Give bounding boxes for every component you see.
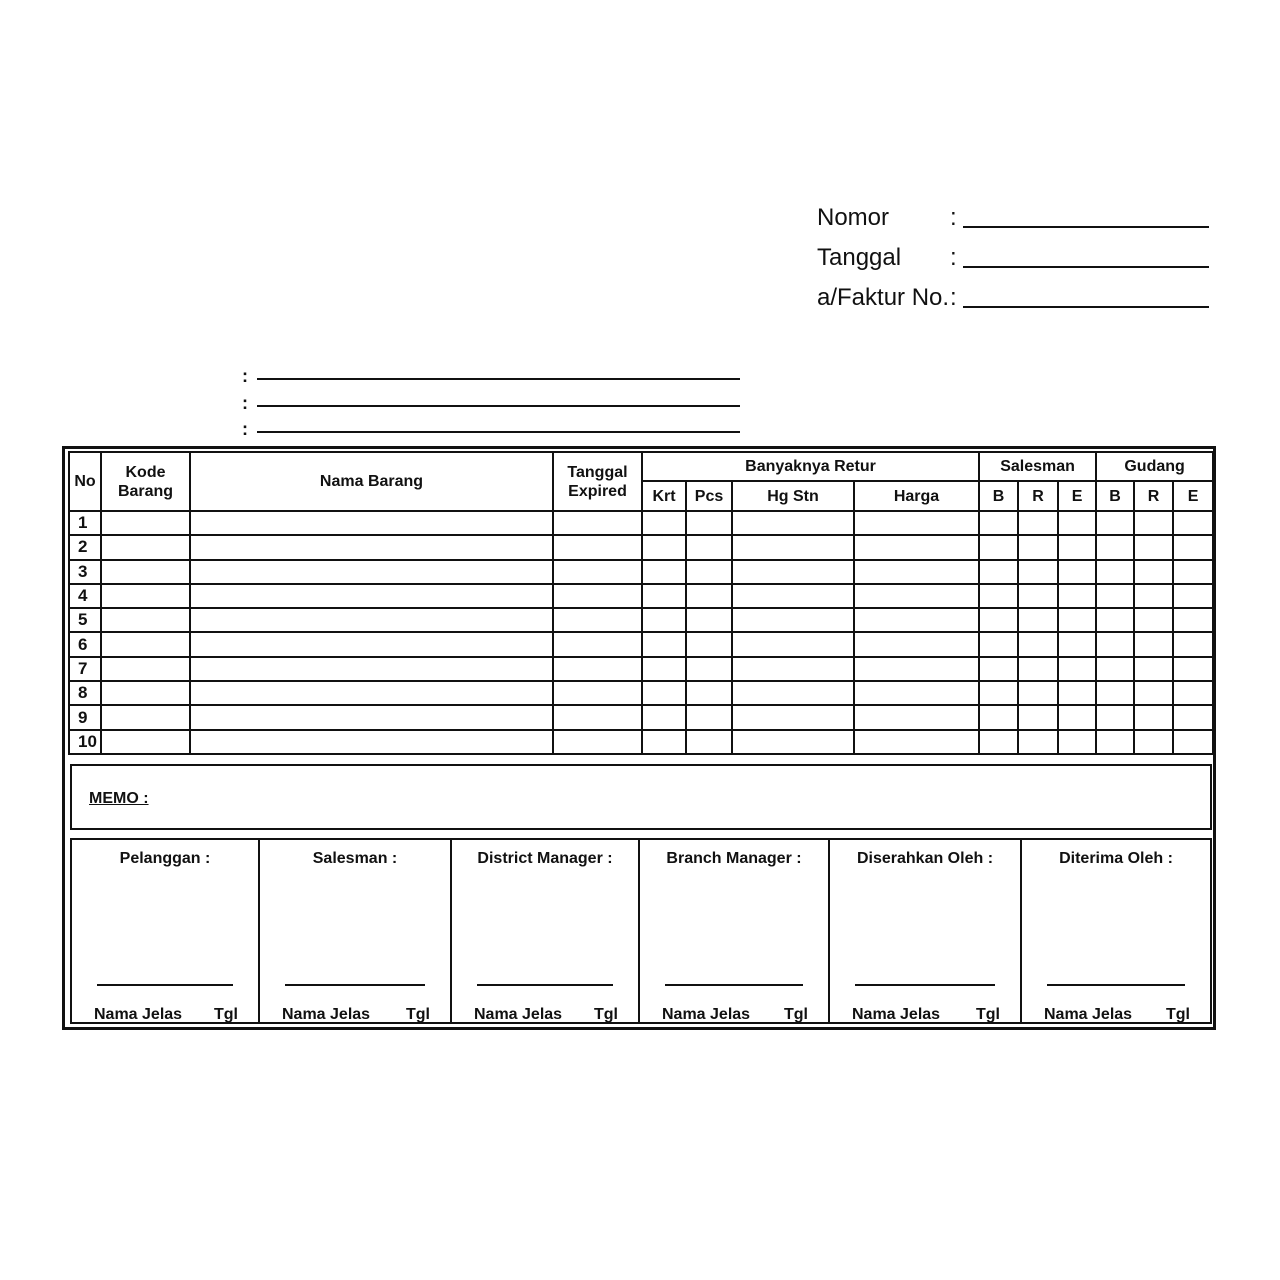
- signature-section: [70, 838, 1212, 1024]
- signature-line[interactable]: [1047, 984, 1185, 986]
- table-cell[interactable]: [1096, 511, 1134, 535]
- table-cell[interactable]: [190, 657, 553, 681]
- table-cell[interactable]: [1173, 730, 1213, 754]
- table-cell[interactable]: [190, 584, 553, 608]
- blank-field-2[interactable]: [240, 391, 740, 418]
- tanggal-field[interactable]: [817, 240, 1217, 280]
- row-number: 7: [69, 657, 101, 681]
- signature-date-label: Tgl: [784, 1006, 808, 1023]
- col-salesman-e-header: E: [1058, 481, 1096, 511]
- table-cell[interactable]: [979, 705, 1018, 729]
- table-cell[interactable]: [1058, 730, 1096, 754]
- blank-colon-2: :: [242, 392, 248, 413]
- col-gudang-b-header: B: [1096, 481, 1134, 511]
- table-cell[interactable]: [190, 632, 553, 656]
- table-cell[interactable]: [190, 608, 553, 632]
- row-number: 8: [69, 681, 101, 705]
- table-cell[interactable]: [1173, 657, 1213, 681]
- table-cell[interactable]: [686, 608, 732, 632]
- table-cell[interactable]: [686, 632, 732, 656]
- table-cell[interactable]: [190, 511, 553, 535]
- signature-name-label: Nama Jelas: [282, 1006, 371, 1023]
- table-cell[interactable]: [553, 608, 642, 632]
- col-pcs-header: Pcs: [686, 481, 732, 511]
- table-cell[interactable]: [553, 535, 642, 559]
- table-cell[interactable]: [1173, 632, 1213, 656]
- table-cell[interactable]: [642, 608, 686, 632]
- row-number: 2: [69, 535, 101, 559]
- table-cell[interactable]: [1134, 705, 1173, 729]
- table-cell[interactable]: [1018, 511, 1058, 535]
- blank-colon-1: :: [242, 366, 248, 386]
- signature-title: Salesman :: [312, 850, 398, 867]
- header-fields: [817, 200, 1217, 320]
- blank-line-1[interactable]: [257, 378, 740, 380]
- table-cell[interactable]: [1018, 632, 1058, 656]
- memo-box[interactable]: [70, 764, 1212, 830]
- col-kode-header: Kode Barang: [101, 452, 190, 511]
- table-cell[interactable]: [101, 608, 190, 632]
- table-cell[interactable]: [732, 560, 854, 584]
- table-cell[interactable]: [979, 560, 1018, 584]
- signature-title: Diterima Oleh :: [1059, 850, 1173, 867]
- table-cell[interactable]: [979, 584, 1018, 608]
- table-cell[interactable]: [553, 705, 642, 729]
- table-cell[interactable]: [101, 681, 190, 705]
- blank-line-3[interactable]: [257, 431, 740, 433]
- faktur-colon: :: [950, 284, 957, 311]
- row-number: 10: [69, 730, 101, 754]
- signature-name-label: Nama Jelas: [1044, 1006, 1133, 1023]
- table-row: [69, 584, 1213, 608]
- col-harga-header: Harga: [854, 481, 979, 511]
- table-cell[interactable]: [642, 705, 686, 729]
- col-nama-header: Nama Barang: [190, 452, 553, 511]
- table-cell[interactable]: [854, 730, 979, 754]
- table-cell[interactable]: [686, 657, 732, 681]
- table-cell[interactable]: [642, 511, 686, 535]
- col-salesman-r-header: R: [1018, 481, 1058, 511]
- table-row: [69, 681, 1213, 705]
- table-cell[interactable]: [979, 681, 1018, 705]
- table-cell[interactable]: [1018, 730, 1058, 754]
- table-cell[interactable]: [190, 705, 553, 729]
- table-cell[interactable]: [979, 608, 1018, 632]
- left-blank-fields: [240, 364, 740, 444]
- table-cell[interactable]: [1173, 560, 1213, 584]
- table-cell[interactable]: [553, 632, 642, 656]
- table-cell[interactable]: [854, 681, 979, 705]
- blank-field-3[interactable]: [240, 417, 740, 444]
- table-cell[interactable]: [642, 730, 686, 754]
- group-gudang-header: Gudang: [1096, 452, 1213, 481]
- table-cell[interactable]: [1134, 584, 1173, 608]
- table-cell[interactable]: [1058, 584, 1096, 608]
- table-row: [69, 535, 1213, 559]
- table-cell[interactable]: [979, 511, 1018, 535]
- table-cell[interactable]: [732, 730, 854, 754]
- tanggal-label: Tanggal: [817, 244, 902, 271]
- table-cell[interactable]: [190, 535, 553, 559]
- table-cell[interactable]: [642, 632, 686, 656]
- table-row: [69, 560, 1213, 584]
- signature-date-label: Tgl: [1166, 1006, 1190, 1023]
- col-gudang-r-header: R: [1134, 481, 1173, 511]
- table-cell[interactable]: [1173, 608, 1213, 632]
- table-cell[interactable]: [732, 511, 854, 535]
- table-cell[interactable]: [642, 560, 686, 584]
- table-cell[interactable]: [979, 535, 1018, 559]
- table-cell[interactable]: [642, 535, 686, 559]
- table-cell[interactable]: [1058, 681, 1096, 705]
- table-cell[interactable]: [854, 584, 979, 608]
- signature-name-label: Nama Jelas: [852, 1006, 941, 1023]
- nomor-colon: :: [950, 204, 957, 231]
- col-tanggal-header: Tanggal Expired: [553, 452, 642, 511]
- col-gudang-e-header: E: [1173, 481, 1213, 511]
- signature-pelanggan[interactable]: [72, 840, 260, 1022]
- table-cell[interactable]: [1058, 657, 1096, 681]
- table-cell[interactable]: [642, 584, 686, 608]
- table-cell[interactable]: [1058, 632, 1096, 656]
- signature-title: District Manager :: [477, 850, 613, 867]
- table-cell[interactable]: [1134, 511, 1173, 535]
- signature-name-label: Nama Jelas: [662, 1006, 751, 1023]
- signature-branch-manager[interactable]: [640, 840, 830, 1022]
- blank-colon-3: :: [242, 419, 248, 439]
- table-cell[interactable]: [732, 608, 854, 632]
- table-cell[interactable]: [553, 730, 642, 754]
- table-cell[interactable]: [1018, 535, 1058, 559]
- table-cell[interactable]: [686, 511, 732, 535]
- table-cell[interactable]: [1134, 560, 1173, 584]
- signature-title: Diserahkan Oleh :: [856, 850, 994, 867]
- row-number: 1: [69, 511, 101, 535]
- table-cell[interactable]: [1173, 535, 1213, 559]
- table-cell[interactable]: [854, 657, 979, 681]
- table-cell[interactable]: [854, 705, 979, 729]
- table-cell[interactable]: [686, 584, 732, 608]
- items-table: [68, 451, 1214, 755]
- nomor-line[interactable]: [963, 226, 1209, 228]
- table-cell[interactable]: [686, 535, 732, 559]
- table-cell[interactable]: [1018, 584, 1058, 608]
- table-cell[interactable]: [553, 560, 642, 584]
- col-no-header: No: [69, 452, 101, 511]
- signature-date-label: Tgl: [976, 1006, 1000, 1023]
- table-cell[interactable]: [1018, 681, 1058, 705]
- table-cell[interactable]: [1096, 681, 1134, 705]
- blank-field-1[interactable]: [240, 364, 740, 391]
- row-number: 9: [69, 705, 101, 729]
- table-cell[interactable]: [1018, 560, 1058, 584]
- nomor-field[interactable]: [817, 200, 1217, 240]
- table-cell[interactable]: [642, 657, 686, 681]
- signature-line[interactable]: [477, 984, 613, 986]
- table-cell[interactable]: [1096, 730, 1134, 754]
- table-cell[interactable]: [1173, 681, 1213, 705]
- signature-line[interactable]: [855, 984, 995, 986]
- table-cell[interactable]: [1096, 535, 1134, 559]
- faktur-field[interactable]: [817, 280, 1217, 320]
- table-cell[interactable]: [101, 632, 190, 656]
- blank-line-2[interactable]: [257, 405, 740, 407]
- signature-name-label: Nama Jelas: [474, 1006, 563, 1023]
- signature-date-label: Tgl: [594, 1006, 618, 1023]
- table-cell[interactable]: [1096, 560, 1134, 584]
- row-number: 5: [69, 608, 101, 632]
- tanggal-colon: :: [950, 244, 957, 271]
- table-cell[interactable]: [1173, 584, 1213, 608]
- table-cell[interactable]: [732, 681, 854, 705]
- table-cell[interactable]: [1058, 535, 1096, 559]
- table-cell[interactable]: [553, 511, 642, 535]
- table-cell[interactable]: [1134, 681, 1173, 705]
- table-cell[interactable]: [190, 560, 553, 584]
- signature-line[interactable]: [285, 984, 425, 986]
- col-hgstn-header: Hg Stn: [732, 481, 854, 511]
- signature-date-label: Tgl: [214, 1006, 238, 1023]
- group-retur-header: Banyaknya Retur: [642, 452, 979, 481]
- table-cell[interactable]: [553, 657, 642, 681]
- table-cell[interactable]: [190, 730, 553, 754]
- table-cell[interactable]: [101, 705, 190, 729]
- signature-name-label: Nama Jelas: [94, 1006, 183, 1023]
- table-cell[interactable]: [101, 511, 190, 535]
- signature-title: Branch Manager :: [666, 850, 802, 867]
- table-cell[interactable]: [1058, 511, 1096, 535]
- table-cell[interactable]: [1018, 705, 1058, 729]
- table-cell[interactable]: [732, 632, 854, 656]
- table-row: [69, 511, 1213, 535]
- faktur-line[interactable]: [963, 306, 1209, 308]
- row-number: 4: [69, 584, 101, 608]
- table-cell[interactable]: [1058, 608, 1096, 632]
- table-cell[interactable]: [979, 657, 1018, 681]
- table-cell[interactable]: [1058, 560, 1096, 584]
- faktur-label: a/Faktur No.: [817, 284, 950, 311]
- table-cell[interactable]: [1096, 632, 1134, 656]
- table-cell[interactable]: [642, 681, 686, 705]
- table-cell[interactable]: [686, 560, 732, 584]
- items-table-body: [69, 511, 1213, 754]
- table-cell[interactable]: [1096, 584, 1134, 608]
- table-cell[interactable]: [686, 681, 732, 705]
- table-cell[interactable]: [686, 730, 732, 754]
- table-cell[interactable]: [732, 584, 854, 608]
- table-cell[interactable]: [1096, 608, 1134, 632]
- table-cell[interactable]: [101, 560, 190, 584]
- table-cell[interactable]: [1173, 705, 1213, 729]
- table-cell[interactable]: [979, 730, 1018, 754]
- table-cell[interactable]: [732, 705, 854, 729]
- table-cell[interactable]: [1134, 632, 1173, 656]
- table-cell[interactable]: [101, 657, 190, 681]
- table-cell[interactable]: [1134, 608, 1173, 632]
- table-cell[interactable]: [1134, 730, 1173, 754]
- table-cell[interactable]: [1058, 705, 1096, 729]
- table-cell[interactable]: [1018, 608, 1058, 632]
- table-row: [69, 657, 1213, 681]
- row-number: 3: [69, 560, 101, 584]
- signature-salesman[interactable]: [260, 840, 452, 1022]
- table-cell[interactable]: [553, 584, 642, 608]
- signature-title: Pelanggan :: [119, 850, 211, 867]
- table-cell[interactable]: [854, 535, 979, 559]
- col-salesman-b-header: B: [979, 481, 1018, 511]
- table-cell[interactable]: [101, 584, 190, 608]
- table-cell[interactable]: [854, 608, 979, 632]
- tanggal-line[interactable]: [963, 266, 1209, 268]
- signature-diterima-oleh[interactable]: [1022, 840, 1210, 1022]
- signature-diserahkan-oleh[interactable]: [830, 840, 1022, 1022]
- memo-label: MEMO :: [89, 790, 149, 807]
- table-row: [69, 730, 1213, 754]
- table-cell[interactable]: [686, 705, 732, 729]
- table-row: [69, 608, 1213, 632]
- table-cell[interactable]: [190, 681, 553, 705]
- table-cell[interactable]: [979, 632, 1018, 656]
- table-cell[interactable]: [854, 632, 979, 656]
- nomor-label: Nomor: [817, 204, 890, 231]
- table-cell[interactable]: [1173, 511, 1213, 535]
- table-cell[interactable]: [854, 560, 979, 584]
- table-row: [69, 705, 1213, 729]
- table-cell[interactable]: [101, 730, 190, 754]
- table-cell[interactable]: [1134, 535, 1173, 559]
- table-cell[interactable]: [553, 681, 642, 705]
- group-salesman-header: Salesman: [979, 452, 1096, 481]
- table-row: [69, 632, 1213, 656]
- signature-line[interactable]: [97, 984, 233, 986]
- table-cell[interactable]: [1096, 657, 1134, 681]
- table-cell[interactable]: [732, 657, 854, 681]
- table-cell[interactable]: [101, 535, 190, 559]
- signature-district-manager[interactable]: [452, 840, 640, 1022]
- col-krt-header: Krt: [642, 481, 686, 511]
- signature-date-label: Tgl: [406, 1006, 430, 1023]
- signature-line[interactable]: [665, 984, 803, 986]
- table-cell[interactable]: [1134, 657, 1173, 681]
- row-number: 6: [69, 632, 101, 656]
- table-cell[interactable]: [1018, 657, 1058, 681]
- table-cell[interactable]: [854, 511, 979, 535]
- table-cell[interactable]: [732, 535, 854, 559]
- table-cell[interactable]: [1096, 705, 1134, 729]
